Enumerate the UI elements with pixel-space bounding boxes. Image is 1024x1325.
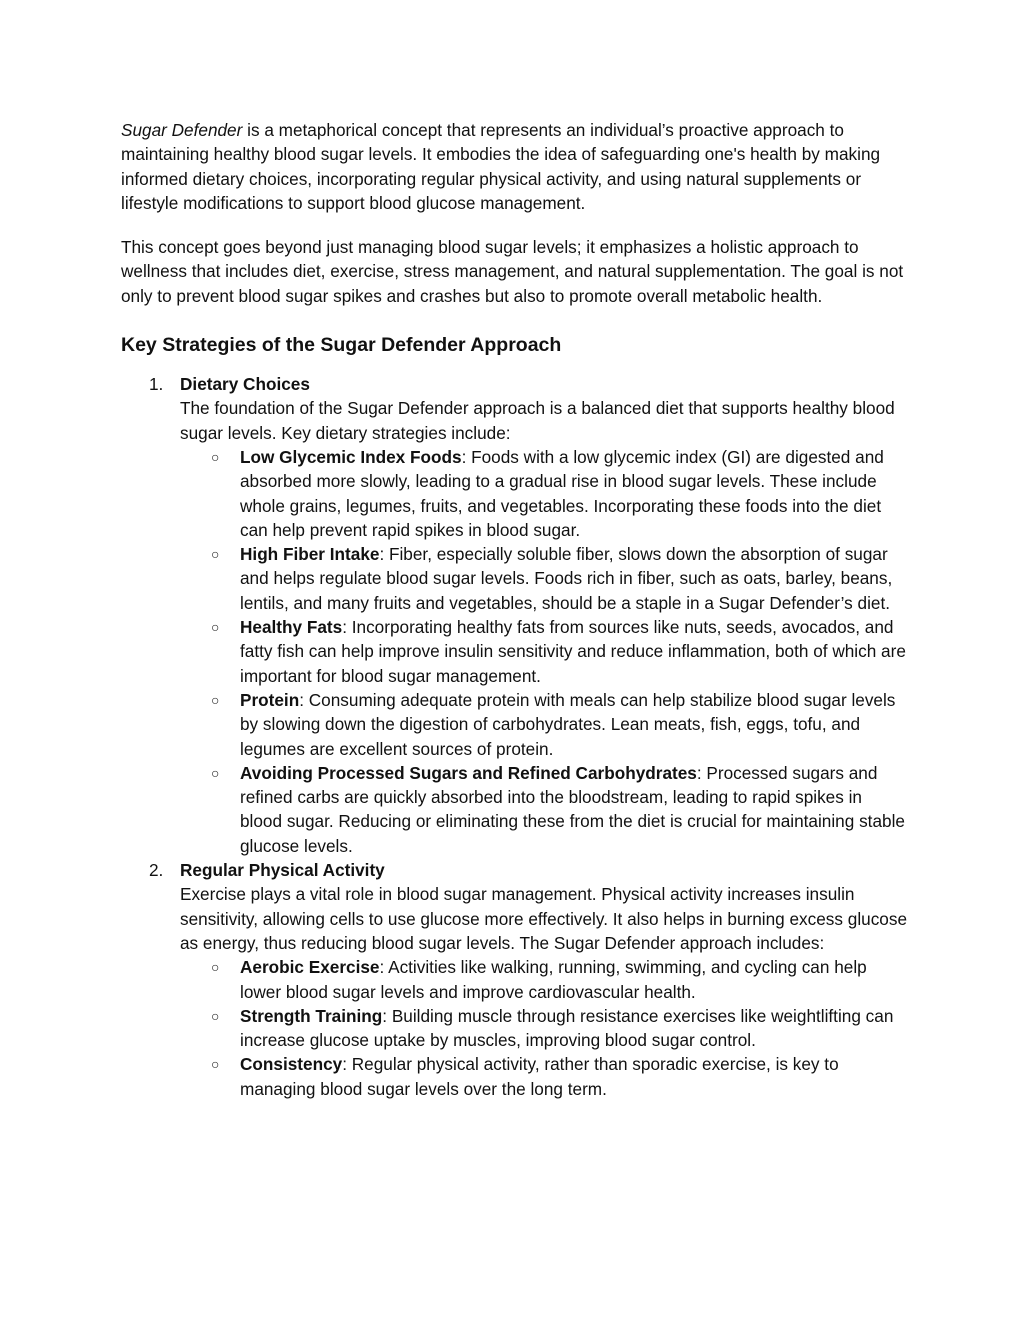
circle-bullet-icon: ○	[211, 1056, 220, 1073]
strategy-list	[121, 372, 908, 1101]
concept-name: Sugar Defender	[121, 120, 243, 140]
circle-bullet-icon: ○	[211, 546, 220, 563]
bullet-term: Low Glycemic Index Foods	[240, 446, 462, 467]
bullet-term: Avoiding Processed Sugars and Refined Carbohydrates	[240, 762, 697, 783]
bullet-text: : Building muscle through resistance exercises like weightlifting can increase glucose uptake by muscles, improving blood sugar control.	[240, 1005, 894, 1051]
list-item	[180, 445, 908, 542]
circle-bullet-icon: ○	[211, 691, 220, 708]
intro-paragraph-1-text: is a metaphorical concept that represents an individual’s proactive approach to maintaining healthy blood sugar levels. It embodies the idea of safeguarding one's health by making informed dietary choices, incorporating regular physical activity, and using natural supplements or lifestyle modifications to support blood glucose management.	[121, 120, 881, 213]
list-item	[180, 1004, 908, 1053]
intro-paragraph-1	[121, 118, 908, 215]
list-item	[180, 615, 908, 688]
list-item	[180, 542, 908, 615]
bullet-text: : Regular physical activity, rather than sporadic exercise, is key to managing blood sugar levels over the long term.	[240, 1054, 839, 1099]
bullet-term: Strength Training	[240, 1005, 383, 1026]
strategy-item-dietary-choices	[121, 372, 908, 858]
bullet-term: Healthy Fats	[240, 617, 343, 638]
circle-bullet-icon: ○	[211, 959, 220, 976]
circle-bullet-icon: ○	[211, 1007, 220, 1024]
list-item	[180, 688, 908, 761]
strategy-title: Regular Physical Activity	[180, 860, 385, 881]
circle-bullet-icon: ○	[211, 764, 220, 781]
bullet-text: : Foods with a low glycemic index (GI) are digested and absorbed more slowly, leading to a gradual rise in blood sugar levels. These include whole grains, legumes, fruits, and vegetables. Incorporating these foods into the diet can help prevent rapid spikes in blood sugar.	[240, 446, 884, 540]
bullet-term: Aerobic Exercise	[240, 957, 380, 978]
intro-paragraph-2: This concept goes beyond just managing blood sugar levels; it emphasizes a holistic approach to wellness that includes diet, exercise, stress management, and natural supplementation. The goal is not only to prevent blood sugar spikes and crashes but also to promote overall metabolic health.	[121, 237, 904, 306]
bullet-text: : Consuming adequate protein with meals can help stabilize blood sugar levels by slowing down the digestion of carbohydrates. Lean meats, fish, eggs, tofu, and legumes are excellent sources of protein.	[240, 689, 896, 759]
bullet-term: Protein	[240, 689, 300, 710]
strategy-intro: The foundation of the Sugar Defender approach is a balanced diet that supports healthy blood sugar levels. Key dietary strategies include:	[180, 398, 895, 443]
list-item	[180, 955, 908, 1004]
list-item	[180, 1052, 908, 1101]
sub-list	[180, 955, 908, 1101]
strategy-title: Dietary Choices	[180, 374, 310, 395]
bullet-term: High Fiber Intake	[240, 544, 380, 565]
section-heading: Key Strategies of the Sugar Defender Approach	[121, 334, 562, 357]
bullet-text: : Incorporating healthy fats from sources like nuts, seeds, avocados, and fatty fish can help improve insulin sensitivity and reduce inflammation, both of which are important for blood sugar management.	[240, 617, 906, 686]
bullet-term: Consistency	[240, 1054, 343, 1075]
bullet-text: : Activities like walking, running, swimming, and cycling can help lower blood sugar levels and improve cardiovascular health.	[240, 957, 867, 1002]
strategy-item-physical-activity	[121, 858, 908, 1101]
list-number: 2.	[149, 860, 164, 881]
sub-list	[180, 445, 908, 858]
bullet-text: : Processed sugars and refined carbs are quickly absorbed into the bloodstream, leading to rapid spikes in blood sugar. Reducing or eliminating these from the diet is crucial for maintaining stable glucose levels.	[240, 762, 905, 856]
list-number: 1.	[149, 374, 164, 395]
list-item	[180, 761, 908, 858]
circle-bullet-icon: ○	[211, 448, 220, 465]
strategy-intro: Exercise plays a vital role in blood sugar management. Physical activity increases insulin sensitivity, allowing cells to use glucose more effectively. It also helps in burning excess glucose as energy, thus reducing blood sugar levels. The Sugar Defender approach includes:	[180, 884, 908, 953]
circle-bullet-icon: ○	[211, 619, 220, 636]
bullet-text: : Fiber, especially soluble fiber, slows down the absorption of sugar and helps regulate blood sugar levels. Foods rich in fiber, such as oats, barley, beans, lentils, and many fruits and vegetables, should be a staple in a Sugar Defender’s diet.	[240, 544, 893, 613]
